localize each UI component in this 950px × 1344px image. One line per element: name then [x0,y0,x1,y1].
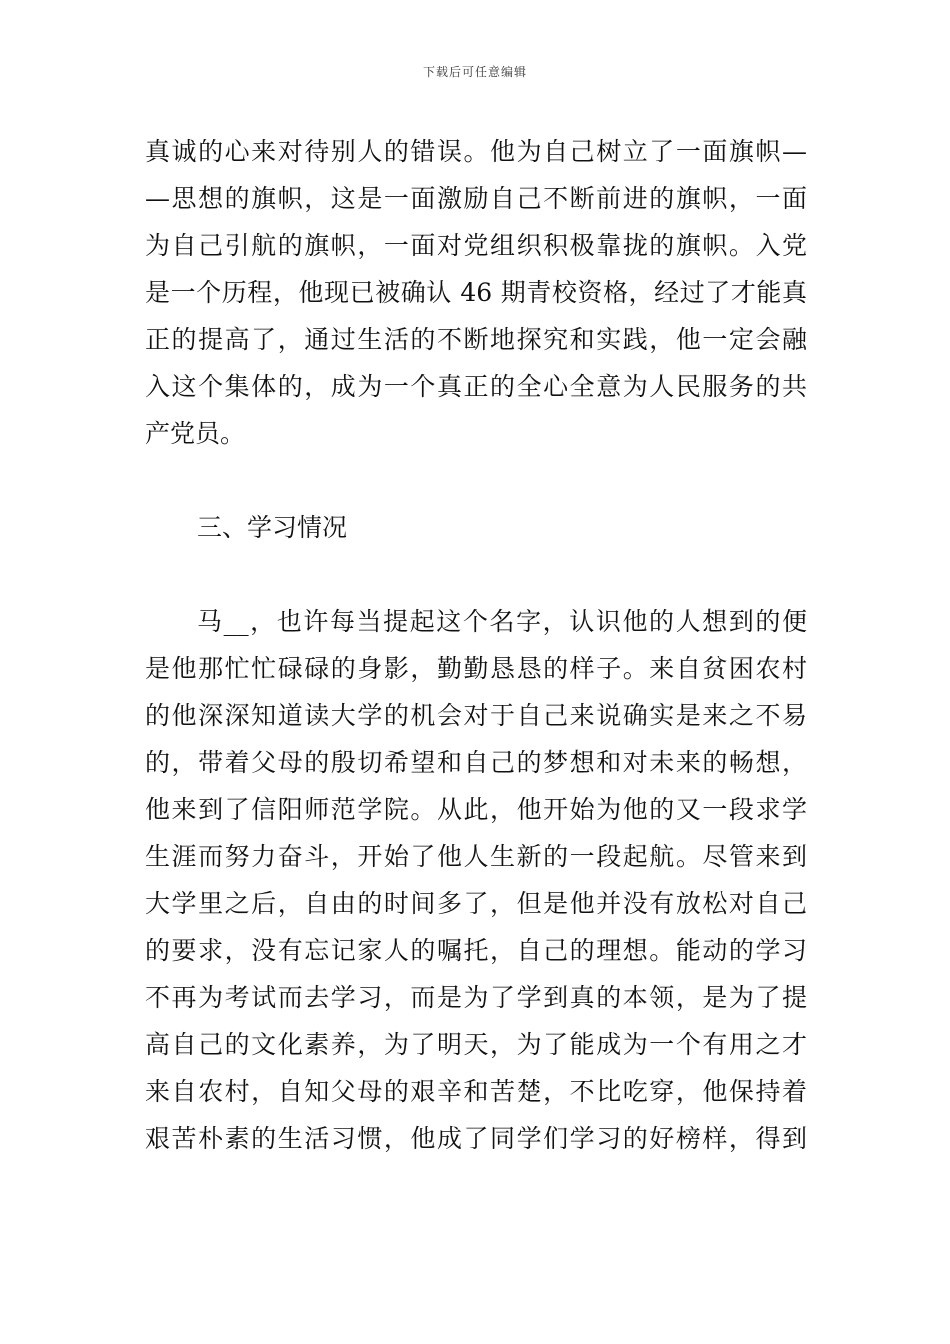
paragraph-line: 高自己的文化素养，为了明天，为了能成为一个有用之才 [145,1030,807,1059]
section-heading: 三、学习情况 [197,513,348,542]
paragraph-line: 入这个集体的，成为一个真正的全心全意为人民服务的共 [145,372,807,401]
paragraph-line: —思想的旗帜，这是一面激励自己不断前进的旗帜，一面 [145,184,807,213]
paragraph-line: 为自己引航的旗帜，一面对党组织积极靠拢的旗帜。入党 [145,231,807,260]
paragraph-line: 正的提高了，通过生活的不断地探究和实践，他一定会融 [145,325,807,354]
paragraph-line: 大学里之后，自由的时间多了，但是他并没有放松对自己 [145,889,807,918]
spacer [145,457,807,504]
paragraph-line: 马__，也许每当提起这个名字，认识他的人想到的便 [197,607,807,636]
page-header: 下载后可任意编辑 [422,65,527,79]
paragraph-1 [145,128,807,457]
paragraph-line: 产党员。 [145,419,246,448]
paragraph-line: 的他深深知道读大学的机会对于自己来说确实是来之不易 [145,701,807,730]
document-body [145,128,807,1162]
paragraph-line: 真诚的心来对待别人的错误。他为自己树立了一面旗帜— [145,137,807,166]
paragraph-line: 他来到了信阳师范学院。从此，他开始为他的又一段求学 [145,795,807,824]
paragraph-line: 是他那忙忙碌碌的身影，勤勤恳恳的样子。来自贫困农村 [145,654,807,683]
paragraph-2 [145,598,807,1162]
paragraph-line: 的，带着父母的殷切希望和自己的梦想和对未来的畅想， [145,748,807,777]
spacer [145,551,807,598]
paragraph-line: 艰苦朴素的生活习惯，他成了同学们学习的好榜样，得到 [145,1124,807,1153]
paragraph-line: 的要求，没有忘记家人的嘱托，自己的理想。能动的学习 [145,936,807,965]
paragraph-line: 生涯而努力奋斗，开始了他人生新的一段起航。尽管来到 [145,842,807,871]
paragraph-line: 来自农村，自知父母的艰辛和苦楚，不比吃穿，他保持着 [145,1077,807,1106]
paragraph-line: 是一个历程，他现已被确认 46 期青校资格，经过了才能真 [145,278,807,307]
paragraph-line: 不再为考试而去学习，而是为了学到真的本领，是为了提 [145,983,807,1012]
